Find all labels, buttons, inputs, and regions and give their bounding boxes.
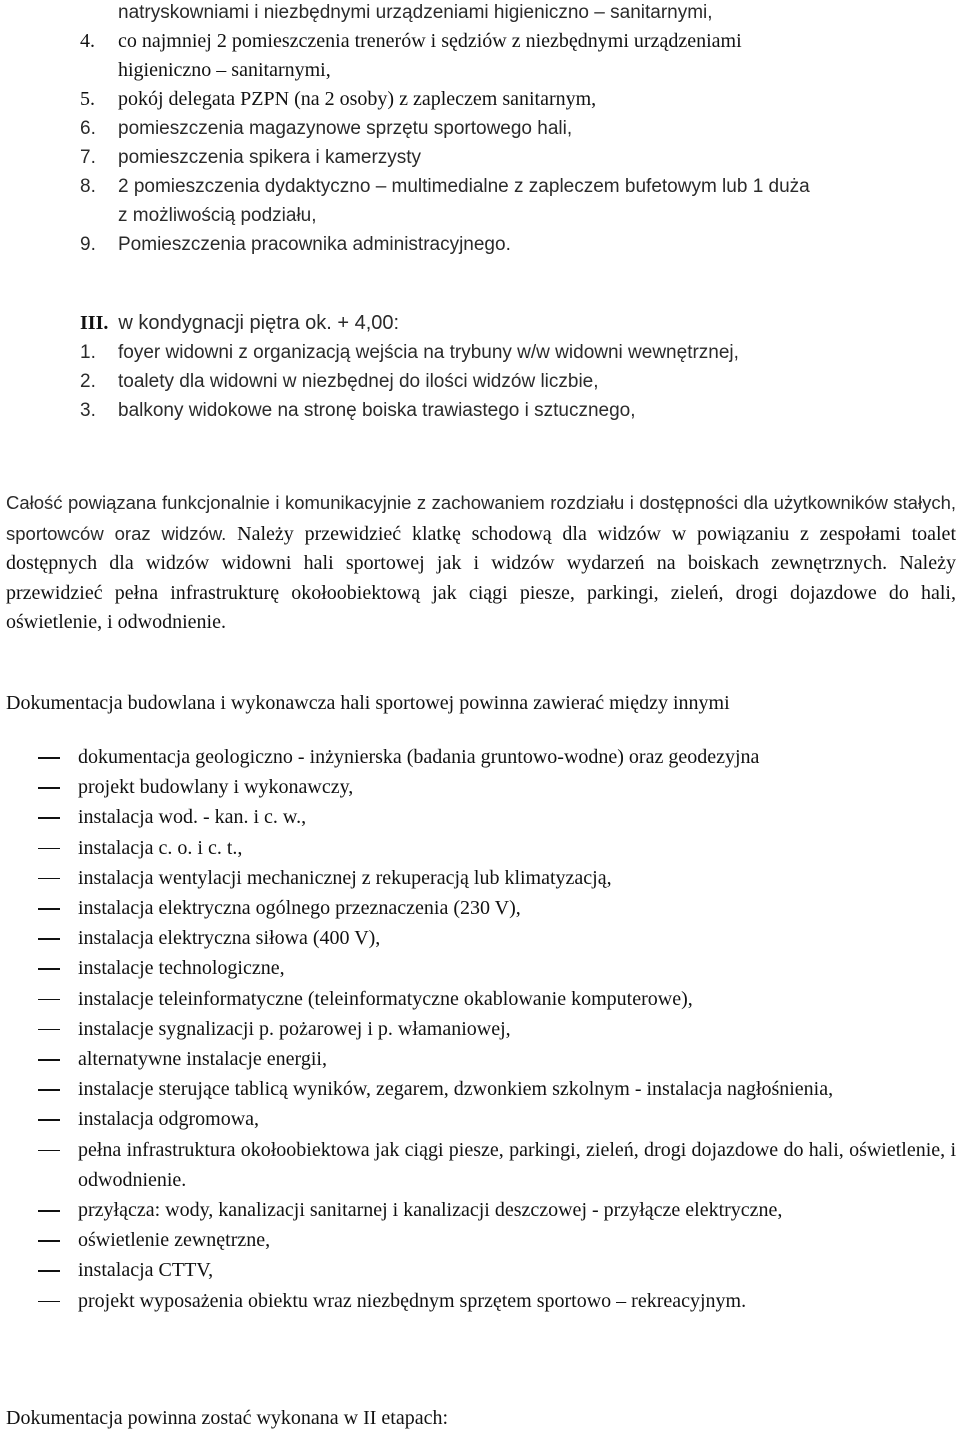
list-item-continuation: natryskowniami i niezbędnymi urządzeniami higieniczno – sanitarnymi, (118, 2, 713, 23)
list-item-number: 4. (80, 30, 95, 52)
list-item-text: toalety dla widowni w niezbędnej do ilości widzów liczbie, (118, 371, 599, 392)
list-item-number: 7. (80, 147, 96, 168)
dash-bullet-icon (38, 1089, 60, 1091)
list-item-number: 3. (80, 400, 96, 421)
list-item-text: instalacje sygnalizacji p. pożarowej i p. włamaniowej, (78, 1017, 511, 1040)
list-item-text: przyłącza: wody, kanalizacji sanitarnej i kanalizacji deszczowej - przyłącze elektryczne, (78, 1199, 783, 1222)
section-roman-numeral: III. (80, 312, 109, 334)
dash-bullet-icon (38, 817, 60, 819)
list-item (6, 1286, 956, 1316)
list-item-text: pomieszczenia spikera i kamerzysty (118, 147, 422, 168)
list-item-text: pełna infrastruktura okołoobiektowa jak ciągi piesze, parkingi, zieleń, drogi dojazdowe do hali, oświetlenie, i odwodnienie. (78, 1138, 956, 1191)
paragraph-sentence: Należy przewidzieć klatkę schodową dla widzów w powiązaniu z zespołami toalet dostępnych dla widzów widowni hali sportowej jak i widzów wydarzeń na boiskach zewnętrznych. (6, 522, 956, 574)
list-item (0, 230, 960, 259)
list-item-number: 6. (80, 118, 96, 139)
list-item (6, 1104, 956, 1134)
list-item (0, 114, 960, 143)
dash-bullet-icon (38, 1210, 60, 1212)
list-item (0, 85, 960, 114)
list-item (6, 772, 956, 802)
paragraph-sentence: Całość powiązana funkcjonalnie i komunikacyjnie z zachowaniem rozdziału i dostępności dla użytkowników stałych, sportowców oraz widzów. (6, 492, 956, 544)
dash-bullet-icon (38, 1240, 60, 1242)
list-item (6, 923, 956, 953)
list-item (6, 1074, 956, 1104)
paragraph-general (6, 488, 956, 638)
list-item (6, 1255, 956, 1285)
list-item (6, 1195, 956, 1225)
list-item-number: 8. (80, 176, 96, 197)
list-item (0, 338, 960, 367)
list-item-text: projekt budowlany i wykonawczy, (78, 776, 354, 799)
dash-bullet-icon (38, 938, 60, 940)
list-item (0, 27, 960, 56)
section3-list (0, 338, 960, 425)
list-item-text: projekt wyposażenia obiektu wraz niezbędnym sprzętem sportowo – rekreacyjnym. (78, 1289, 747, 1312)
dash-bullet-icon (38, 848, 60, 850)
dash-bullet-icon (38, 1150, 60, 1152)
dash-bullet-icon (38, 999, 60, 1001)
numbered-list-top (0, 0, 960, 259)
dash-bullet-icon (38, 787, 60, 789)
list-item-number: 9. (80, 234, 96, 255)
list-item-text: instalacje sterujące tablicą wyników, zegarem, dzwonkiem szkolnym - instalacja nagłośnienia, (78, 1078, 834, 1101)
list-item (0, 143, 960, 172)
list-item-text: co najmniej 2 pomieszczenia trenerów i sędziów z niezbędnymi urządzeniami (118, 30, 742, 52)
list-item-text: instalacja CTTV, (78, 1259, 214, 1282)
list-item-text: instalacja wod. - kan. i c. w., (78, 806, 307, 829)
list-item-text: instalacja elektryczna ogólnego przeznaczenia (230 V), (78, 897, 521, 920)
paragraph-sentence: Należy przewidzieć pełna infrastrukturę okołoobiektową jak ciągi piesze, parkingi, zieleń, drogi dojazdowe do hali, oświetlenie, i odwodnienie. (6, 552, 956, 633)
final-line: Dokumentacja powinna zostać wykonana w II etapach: (6, 1407, 449, 1429)
list-item-text: balkony widokowe na stronę boiska trawiastego i sztucznego, (118, 400, 636, 421)
list-item-number: 2. (80, 371, 96, 392)
list-item (6, 893, 956, 923)
list-item-number: 5. (80, 88, 95, 110)
list-item-text: instalacja wentylacji mechanicznej z rekuperacją lub klimatyzacją, (78, 866, 612, 889)
list-item-text: oświetlenie zewnętrzne, (78, 1229, 271, 1252)
list-item (6, 863, 956, 893)
list-item-text: instalacje technologiczne, (78, 957, 285, 980)
dash-bullet-icon (38, 1059, 60, 1061)
list-item (0, 367, 960, 396)
list-item-text: Pomieszczenia pracownika administracyjnego. (118, 234, 511, 255)
list-item-text: pomieszczenia magazynowe sprzętu sportowego hali, (118, 118, 573, 139)
dash-bullet-icon (38, 1301, 60, 1303)
dash-bullet-icon (38, 968, 60, 970)
list-item (6, 833, 956, 863)
list-item-text: foyer widowni z organizacją wejścia na trybuny w/w widowni wewnętrznej, (118, 342, 739, 363)
paragraph-documentation: Dokumentacja budowlana i wykonawcza hali sportowej powinna zawierać między innymi (6, 692, 730, 714)
dash-bullet-icon (38, 1119, 60, 1121)
dash-bullet-icon (38, 908, 60, 910)
list-item (0, 172, 960, 201)
list-item (6, 1014, 956, 1044)
list-item-text: instalacja odgromowa, (78, 1108, 260, 1131)
list-item-text: instalacje teleinformatyczne (teleinformatyczne okablowanie komputerowe), (78, 987, 693, 1010)
section-heading (80, 309, 399, 338)
dash-bullet-icon (38, 878, 60, 880)
list-item-number: 1. (80, 342, 96, 363)
list-item-continuation: higieniczno – sanitarnymi, (118, 59, 331, 81)
dash-bullet-icon (38, 1029, 60, 1031)
documentation-list (6, 742, 956, 1316)
list-item-text: dokumentacja geologiczno - inżynierska (badania gruntowo-wodne) oraz geodezyjna (78, 746, 760, 768)
list-item (6, 953, 956, 983)
list-item-text: alternatywne instalacje energii, (78, 1048, 327, 1071)
list-item-continuation: z możliwością podziału, (118, 205, 317, 226)
list-item-text: instalacja c. o. i c. t., (78, 836, 243, 859)
list-item-text: instalacja elektryczna siłowa (400 V), (78, 927, 381, 950)
list-item (6, 1225, 956, 1255)
list-item (6, 802, 956, 832)
section-heading-text: w kondygnacji piętra ok. + 4,00: (118, 312, 400, 334)
dash-bullet-icon (38, 757, 60, 759)
list-item (6, 1135, 956, 1195)
list-item-text: pokój delegata PZPN (na 2 osoby) z zapleczem sanitarnym, (118, 88, 597, 110)
dash-bullet-icon (38, 1270, 60, 1272)
list-item (6, 984, 956, 1014)
list-item (6, 1044, 956, 1074)
list-item (0, 396, 960, 425)
list-item-text: 2 pomieszczenia dydaktyczno – multimedialne z zapleczem bufetowym lub 1 duża (118, 176, 810, 197)
list-item (6, 742, 956, 772)
